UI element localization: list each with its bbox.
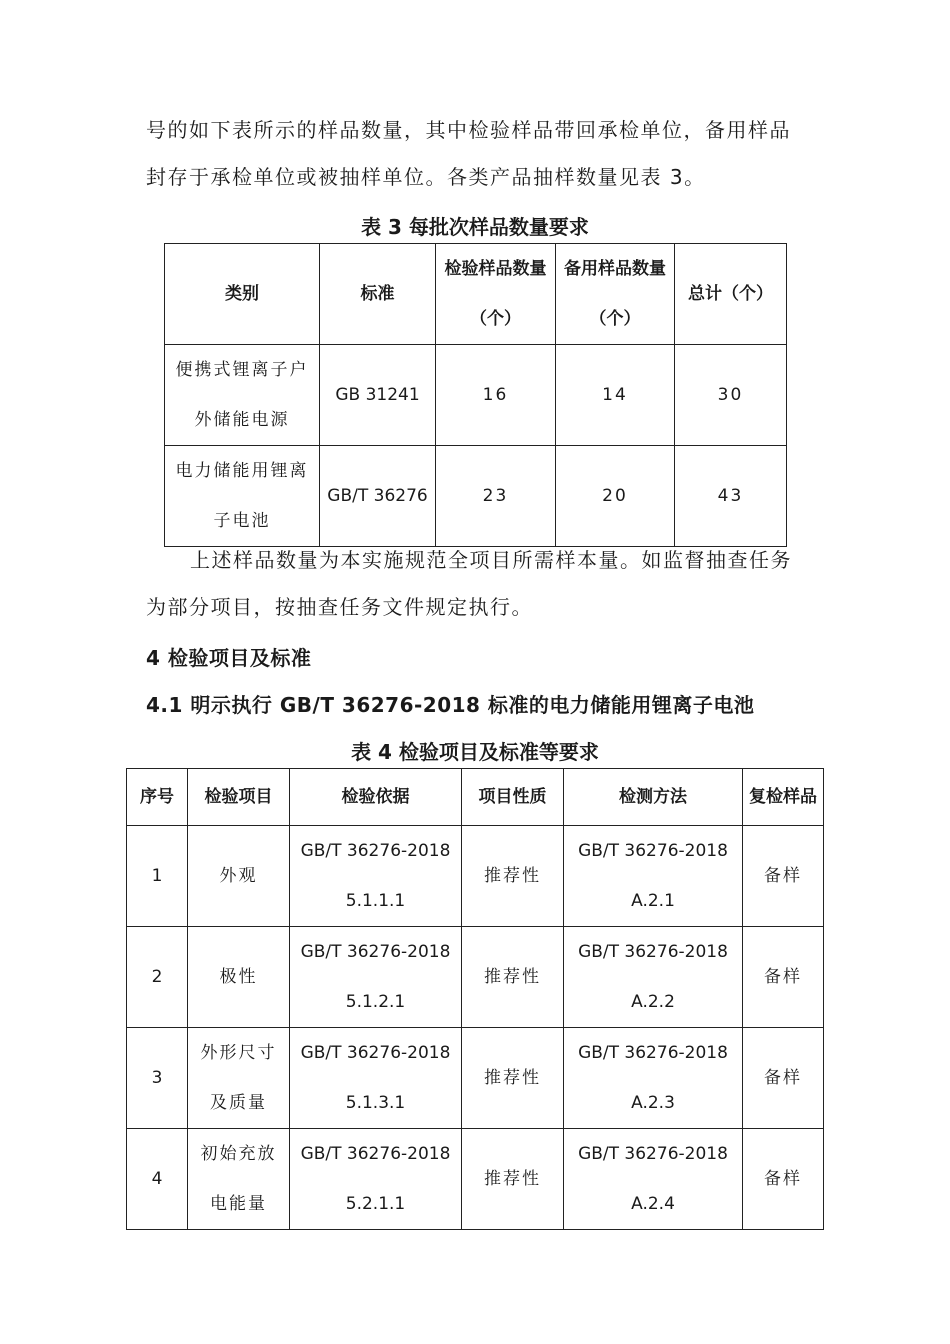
table4-cell-basis: GB/T 36276-2018 5.1.3.1 [290, 1028, 462, 1129]
table3-header-spare-qty: 备用样品数量（个） [556, 244, 675, 345]
table4-header-method: 检测方法 [564, 769, 743, 826]
table4-cell-item: 外形尺寸及质量 [188, 1028, 290, 1129]
inspection-items-table [126, 768, 824, 1230]
table3-header-inspect-qty: 检验样品数量（个） [436, 244, 556, 345]
intro-line-1: 号的如下表所示的样品数量，其中检验样品带回承检单位，备用样品 [146, 118, 791, 142]
table4-cell-nature: 推荐性 [462, 1028, 564, 1129]
table3-cell-spare: 20 [556, 446, 675, 547]
table4-cell-retest: 备样 [743, 826, 824, 927]
table4-cell-nature: 推荐性 [462, 1129, 564, 1230]
table4-cell-item: 外观 [188, 826, 290, 927]
table3-caption: 表 3 每批次样品数量要求 [361, 215, 589, 239]
table4-cell-no: 4 [127, 1129, 188, 1230]
table3-cell-standard: GB/T 36276 [320, 446, 436, 547]
table3-cell-category: 电力储能用锂离子电池 [165, 446, 320, 547]
intro-paragraph [146, 107, 810, 201]
table4-cell-basis: GB/T 36276-2018 5.1.1.1 [290, 826, 462, 927]
table3-cell-inspect: 16 [436, 345, 556, 446]
table3-cell-total: 43 [675, 446, 787, 547]
section-4-1-heading: 4.1 明示执行 GB/T 36276-2018 标准的电力储能用锂离子电池 [146, 693, 755, 717]
intro-line-2: 封存于承检单位或被抽样单位。各类产品抽样数量见表 3。 [146, 165, 706, 189]
table-row [127, 1129, 824, 1230]
table4-caption: 表 4 检验项目及标准等要求 [351, 740, 599, 764]
table-row [127, 1028, 824, 1129]
table4-cell-method: GB/T 36276-2018 A.2.1 [564, 826, 743, 927]
table4-cell-item: 极性 [188, 927, 290, 1028]
table3-cell-standard: GB 31241 [320, 345, 436, 446]
table4-header-no: 序号 [127, 769, 188, 826]
table4-cell-no: 1 [127, 826, 188, 927]
table-row [165, 446, 787, 547]
table4-cell-retest: 备样 [743, 927, 824, 1028]
table4-cell-retest: 备样 [743, 1028, 824, 1129]
table-row [127, 826, 824, 927]
table3-header-category: 类别 [165, 244, 320, 345]
table4-cell-no: 2 [127, 927, 188, 1028]
table4-cell-method: GB/T 36276-2018 A.2.4 [564, 1129, 743, 1230]
table3-cell-spare: 14 [556, 345, 675, 446]
table-row [165, 345, 787, 446]
table3-cell-inspect: 23 [436, 446, 556, 547]
section-4-heading: 4 检验项目及标准 [146, 646, 312, 670]
table4-header-nature: 项目性质 [462, 769, 564, 826]
table4-cell-method: GB/T 36276-2018 A.2.2 [564, 927, 743, 1028]
table4-cell-basis: GB/T 36276-2018 5.2.1.1 [290, 1129, 462, 1230]
table4-header-row [127, 769, 824, 826]
table3-header-total: 总计（个） [675, 244, 787, 345]
table3-cell-category: 便携式锂离子户外储能电源 [165, 345, 320, 446]
table4-cell-nature: 推荐性 [462, 826, 564, 927]
table3-cell-total: 30 [675, 345, 787, 446]
note-paragraph: 上述样品数量为本实施规范全项目所需样本量。如监督抽查任务为部分项目，按抽查任务文件规定执行。 [146, 548, 792, 619]
table4-cell-method: GB/T 36276-2018 A.2.3 [564, 1028, 743, 1129]
table3-header-row [165, 244, 787, 345]
table4-cell-retest: 备样 [743, 1129, 824, 1230]
table4-header-item: 检验项目 [188, 769, 290, 826]
table4-header-basis: 检验依据 [290, 769, 462, 826]
table4-cell-basis: GB/T 36276-2018 5.1.2.1 [290, 927, 462, 1028]
table-row [127, 927, 824, 1028]
table4-cell-nature: 推荐性 [462, 927, 564, 1028]
table4-cell-item: 初始充放电能量 [188, 1129, 290, 1230]
table3-header-standard: 标准 [320, 244, 436, 345]
table4-cell-no: 3 [127, 1028, 188, 1129]
sample-quantity-table [164, 243, 787, 547]
table4-header-retest: 复检样品 [743, 769, 824, 826]
